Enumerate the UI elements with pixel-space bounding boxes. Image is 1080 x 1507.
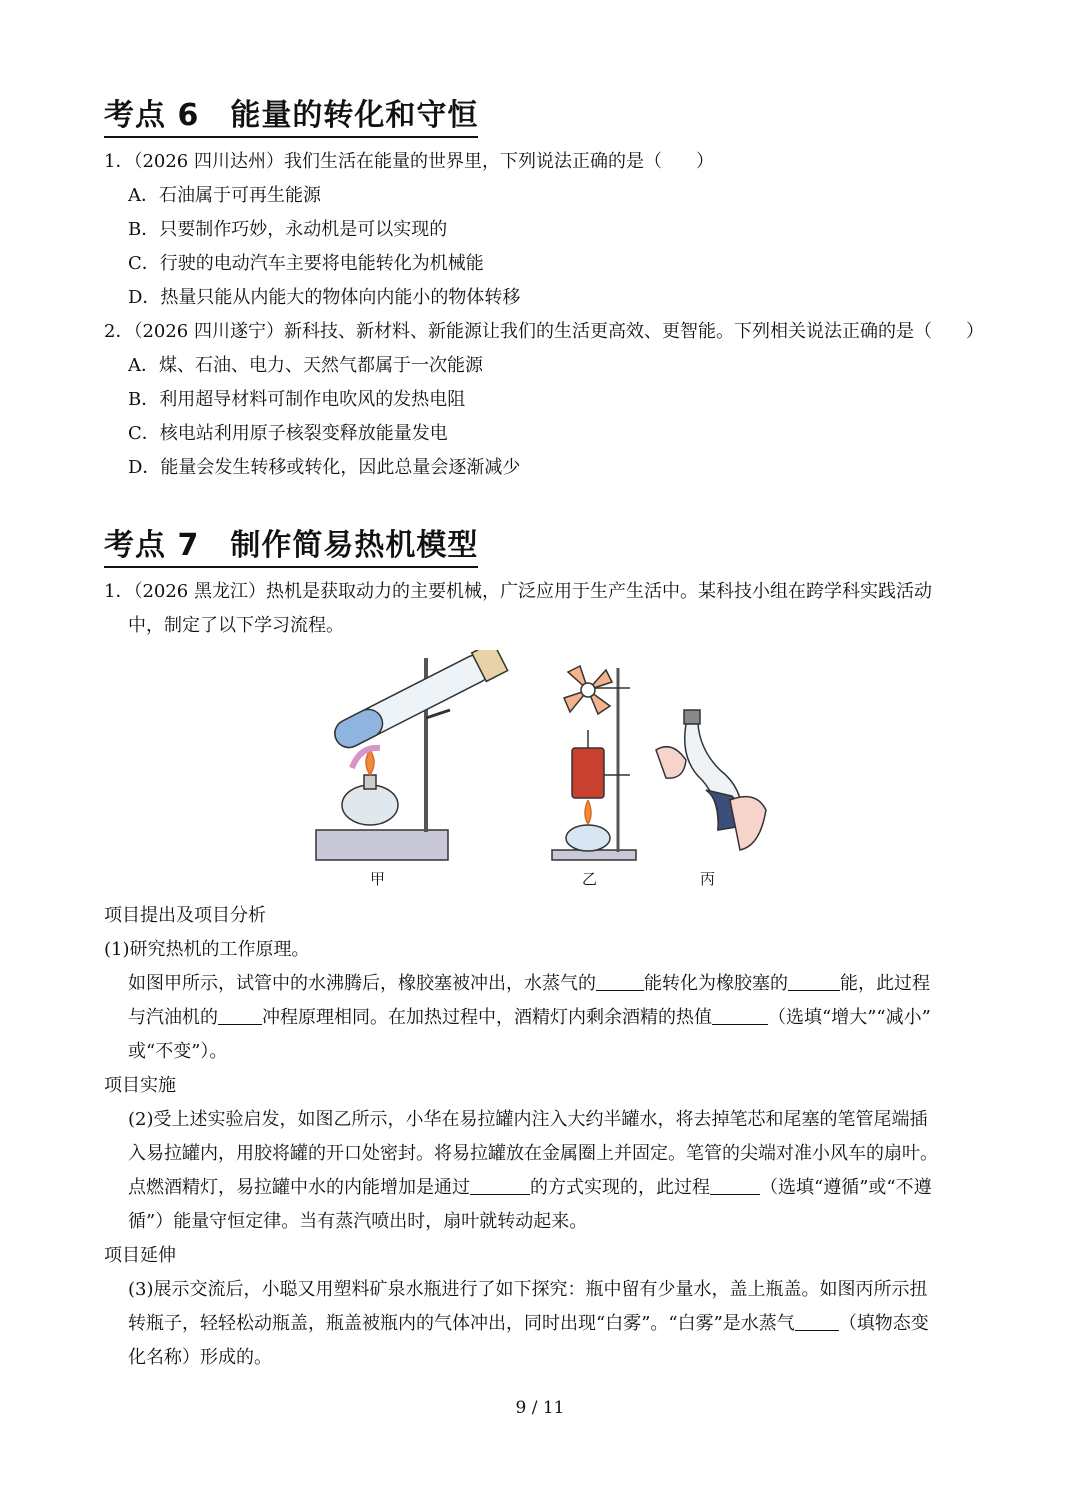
part-1-title: (1)研究热机的工作原理。 [104,939,310,960]
option-a: A．煤、石油、电力、天然气都属于一次能源 [128,355,483,376]
part-3-line1: (3)展示交流后，小聪又用塑料矿泉水瓶进行了如下探究：瓶中留有少量水，盖上瓶盖。如图丙所示扭 [128,1279,928,1300]
question-6-1: 1．（2026 四川达州）我们生活在能量的世界里，下列说法正确的是（ ） [104,151,714,172]
option-a: A．石油属于可再生能源 [128,185,321,206]
section-6-title: 考点 6 能量的转化和守恒 [104,98,478,138]
figure-bing [656,710,766,850]
answer-blank[interactable] [218,1006,262,1025]
experiment-figure [300,650,780,890]
figure-label-yi: 乙 [582,870,598,888]
question-6-2: 2．（2026 四川遂宁）新科技、新材料、新能源让我们的生活更高效、更智能。下列相关说法正确的是（ ） [104,321,984,342]
question-stem: 1．（2026 四川达州）我们生活在能量的世界里，下列说法正确的是（ [104,151,662,172]
option-d: D．能量会发生转移或转化，因此总量会逐渐减少 [128,457,521,478]
option-d: D．热量只能从内能大的物体向内能小的物体转移 [128,287,521,308]
option-c: C．行驶的电动汽车主要将电能转化为机械能 [128,253,484,274]
part-2-line1: (2)受上述实验启发，如图乙所示，小华在易拉罐内注入大约半罐水，将去掉笔芯和尾塞的笔管尾端插 [128,1109,928,1130]
answer-blank[interactable] [712,1006,768,1025]
answer-blank[interactable] [710,1176,760,1195]
page-number: 9 / 11 [515,1398,565,1418]
heading-project-extension: 项目延伸 [104,1245,176,1266]
pinwheel-icon [564,666,612,714]
part-2-line3: 点燃酒精灯，易拉罐中水的内能增加是通过 的方式实现的，此过程 （选填“遵循”或“不遵 [128,1177,932,1198]
answer-blank[interactable] [795,1312,839,1331]
answer-blank[interactable] [596,972,644,991]
part-1-line3: 或“不变”）。 [128,1041,228,1062]
section-7-title: 考点 7 制作简易热机模型 [104,528,478,568]
apparatus-illustration [300,650,780,890]
figure-yi [552,666,636,860]
heading-project-analysis: 项目提出及项目分析 [104,905,266,926]
part-1-line2: 与汽油机的 冲程原理相同。在加热过程中，酒精灯内剩余酒精的热值 （选填“增大”“减小” [128,1007,931,1028]
part-2-line4: 循”）能量守恒定律。当有蒸汽喷出时，扇叶就转动起来。 [128,1211,588,1232]
part-2-line2: 入易拉罐内，用胶将罐的开口处密封。将易拉罐放在金属圈上并固定。笔管的尖端对准小风车的扇叶。 [128,1143,938,1164]
part-3-line3: 化名称）形成的。 [128,1347,272,1368]
answer-blank[interactable] [788,972,840,991]
question-7-1-line1: 1．（2026 黑龙江）热机是获取动力的主要机械，广泛应用于生产生活中。某科技小组在跨学科实践活动 [104,581,932,602]
question-7-1-line2: 中，制定了以下学习流程。 [128,615,344,636]
heading-project-implementation: 项目实施 [104,1075,176,1096]
option-b: B．利用超导材料可制作电吹风的发热电阻 [128,389,466,410]
figure-label-jia: 甲 [370,870,386,888]
figure-label-bing: 丙 [700,870,716,888]
option-c: C．核电站利用原子核裂变释放能量发电 [128,423,448,444]
figure-jia [316,650,508,860]
answer-blank[interactable] [470,1176,530,1195]
part-3-line2: 转瓶子，轻轻松动瓶盖，瓶盖被瓶内的气体冲出，同时出现“白雾”。“白雾”是水蒸气 （填物态变 [128,1313,929,1334]
question-stem: 2．（2026 四川遂宁）新科技、新材料、新能源让我们的生活更高效、更智能。下列相关说法正确的是（ [104,321,932,342]
option-b: B．只要制作巧妙，永动机是可以实现的 [128,219,448,240]
part-1-line1: 如图甲所示，试管中的水沸腾后，橡胶塞被冲出，水蒸气的 能转化为橡胶塞的 能，此过程 [128,973,930,994]
